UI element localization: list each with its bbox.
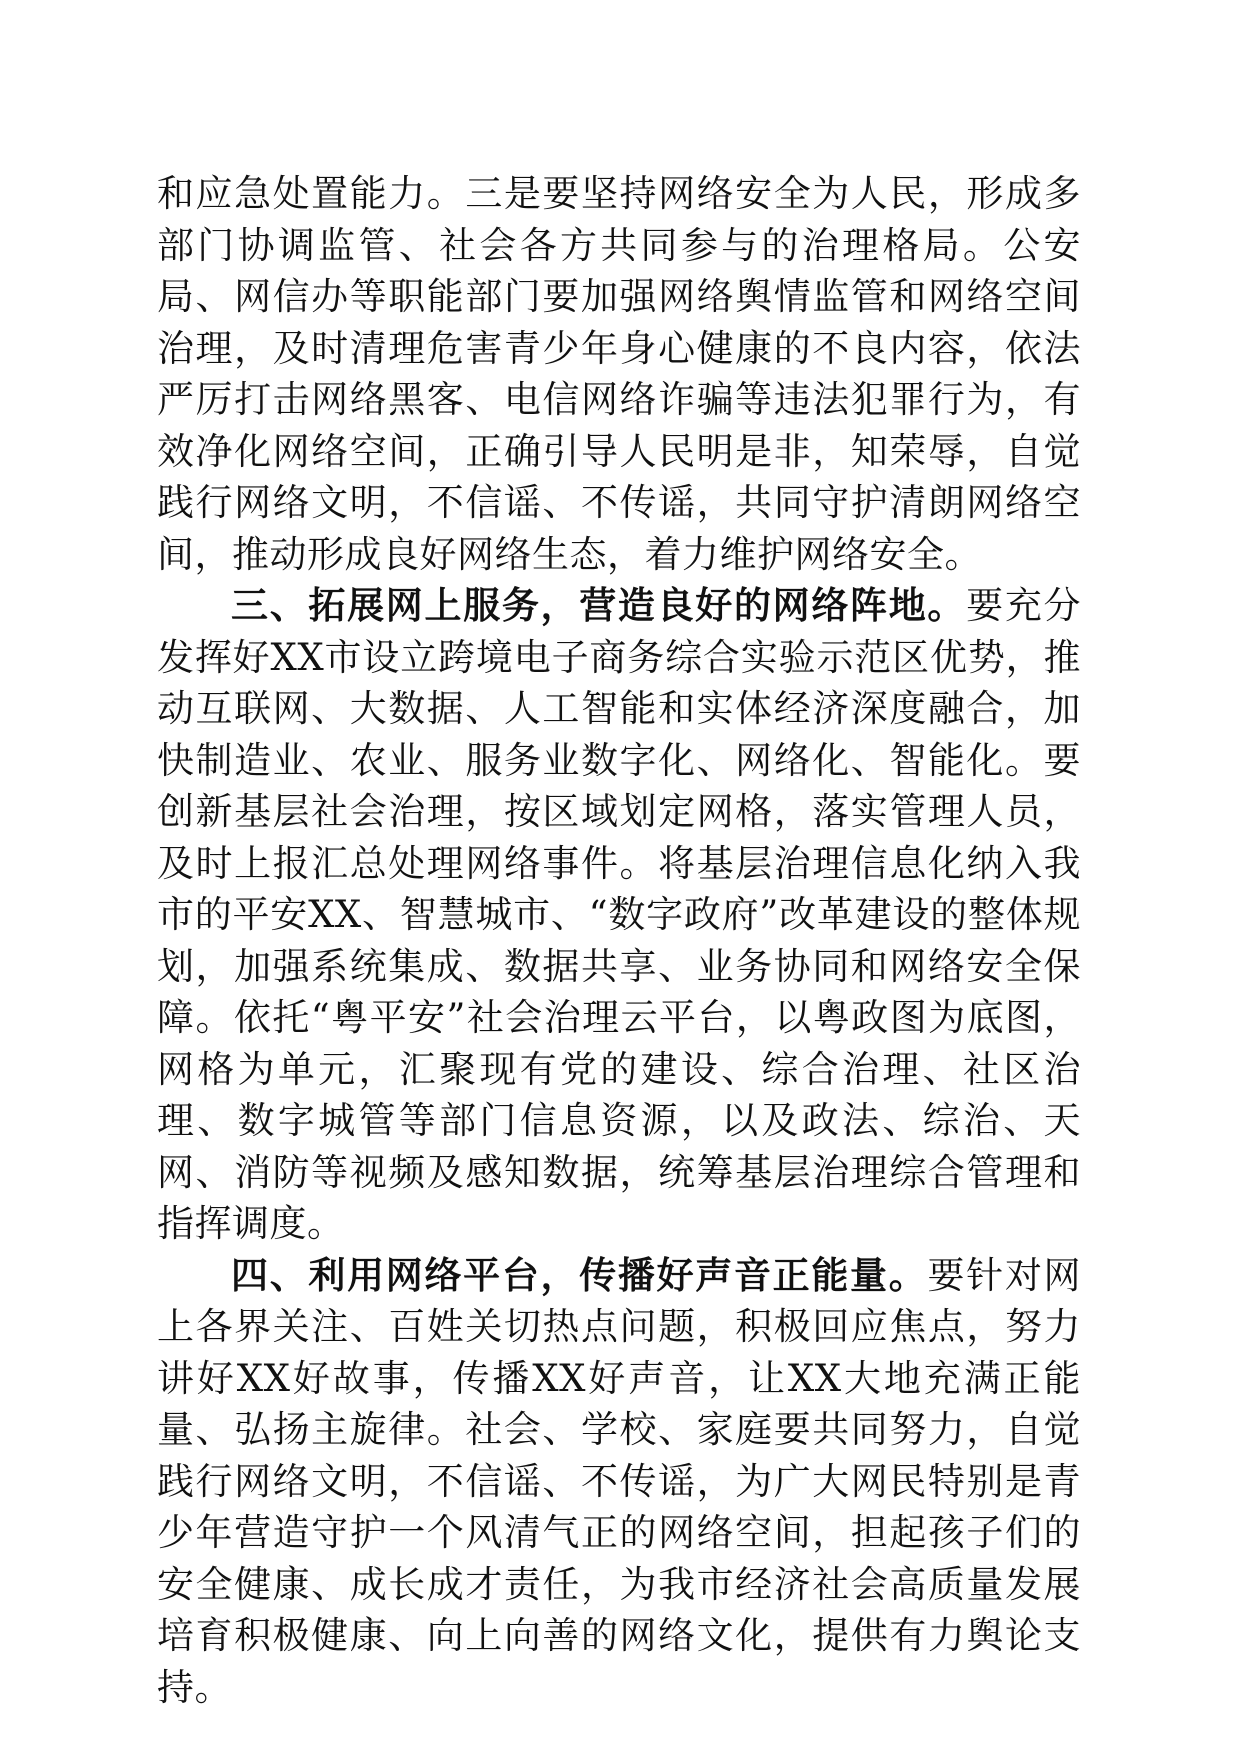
section-4-text: 要针对网上各界关注、百姓关切热点问题，积极回应焦点，努力讲好XX好故事，传播XX好声音，让XX大地充满正能量、弘扬主旋律。社会、学校、家庭要共同努力，自觉践行网络文明，不信谣、不传谣，为广大网民特别是青少年营造守护一个风清气正的网络空间，担起孩子们的安全健康、成长成才责任，为我市经济社会高质量发展培育积极健康、向上向善的网络文化，提供有力舆论支持。: [157, 1253, 1082, 1709]
paragraph-section-4: [157, 1250, 1081, 1714]
paragraph-section-3: [157, 580, 1081, 1250]
section-3-text: 要充分发挥好XX市设立跨境电子商务综合实验示范区优势，推动互联网、大数据、人工智能和实体经济深度融合，加快制造业、农业、服务业数字化、网络化、智能化。要创新基层社会治理，按区域划定网格，落实管理人员，及时上报汇总处理网络事件。将基层治理信息化纳入我市的平安XX、智慧城市、“数字政府”改革建设的整体规划，加强系统集成、数据共享、业务协同和网络安全保障。依托“粤平安”社会治理云平台，以粤政图为底图，网格为单元，汇聚现有党的建设、综合治理、社区治理、数字城管等部门信息资源，以及政法、综治、天网、消防等视频及感知数据，统筹基层治理综合管理和指挥调度。: [157, 584, 1082, 1245]
paragraph-text: 和应急处置能力。三是要坚持网络安全为人民，形成多部门协调监管、社会各方共同参与的治理格局。公安局、网信办等职能部门要加强网络舆情监管和网络空间治理，及时清理危害青少年身心健康的不良内容，依法严厉打击网络黑客、电信网络诈骗等违法犯罪行为，有效净化网络空间，正确引导人民明是非，知荣辱，自觉践行网络文明，不信谣、不传谣，共同守护清朗网络空间，推动形成良好网络生态，着力维护网络安全。: [157, 172, 1081, 576]
paragraph-continuation: [157, 168, 1081, 580]
section-3-heading: 三、拓展网上服务，营造良好的网络阵地。: [231, 584, 967, 627]
section-4-heading: 四、利用网络平台，传播好声音正能量。: [231, 1253, 928, 1297]
document-body: [157, 168, 1081, 1713]
